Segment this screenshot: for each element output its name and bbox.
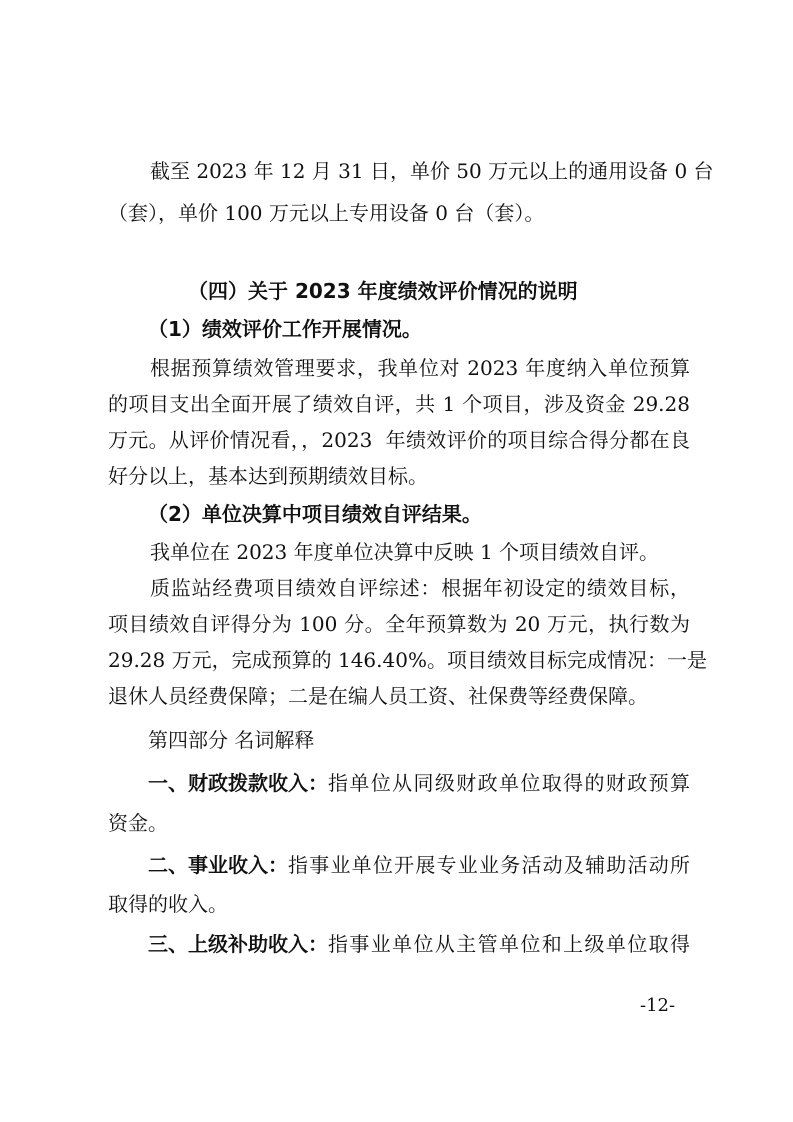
subsection-1-para-line-4: 好分以上，基本达到预期绩效目标。 — [108, 464, 428, 488]
subsection-2-heading: （2）单位决算中项目绩效自评结果。 — [148, 502, 482, 526]
term-1-label: 一、财政拨款收入： — [148, 771, 328, 795]
subsection-2-para-2-line-3: 29.28 万元，完成预算的 146.40%。项目绩效目标完成情况：一是 — [108, 648, 707, 672]
subsection-2-para-2-line-2: 项目绩效自评得分为 100 分。全年预算数为 20 万元，执行数为 — [108, 612, 690, 636]
term-2-line-1 — [148, 847, 690, 883]
term-1-line-1 — [148, 765, 690, 801]
term-2-text-line-2: 取得的收入。 — [108, 892, 228, 916]
subsection-1-para-line-1: 根据预算绩效管理要求，我单位对 2023 年度纳入单位预算 — [150, 356, 690, 380]
subsection-1-heading: （1）绩效评价工作开展情况。 — [148, 317, 422, 341]
subsection-2-para-1: 我单位在 2023 年度单位决算中反映 1 个项目绩效自评。 — [150, 540, 660, 564]
subsection-2-para-2-line-1: 质监站经费项目绩效自评综述：根据年初设定的绩效目标， — [150, 576, 690, 600]
term-2-label: 二、事业收入： — [148, 853, 288, 877]
term-1-text-line-2: 资金。 — [108, 811, 168, 835]
section-4-heading: （四）关于 2023 年度绩效评价情况的说明 — [188, 279, 578, 303]
subsection-1-para-line-3: 万元。从评价情况看，，2023 年绩效评价的项目综合得分都在良 — [108, 428, 690, 452]
term-3-label: 三、上级补助收入： — [148, 932, 328, 956]
term-2-text-line-1: 指事业单位开展专业业务活动及辅助活动所 — [288, 853, 690, 877]
part-4-heading: 第四部分 名词解释 — [148, 728, 315, 752]
page-number: -12- — [640, 995, 676, 1016]
term-3-text-line-1: 指事业单位从主管单位和上级单位取得 — [328, 932, 690, 956]
subsection-1-para-line-2: 的项目支出全面开展了绩效自评，共 1 个项目，涉及资金 29.28 — [108, 392, 690, 416]
equipment-para-line-1: 截至 2023 年 12 月 31 日，单价 50 万元以上的通用设备 0 台 — [150, 159, 714, 183]
equipment-para-line-2: （套），单价 100 万元以上专用设备 0 台（套）。 — [108, 201, 545, 225]
term-1-text-line-1: 指单位从同级财政单位取得的财政预算 — [328, 771, 690, 795]
term-3-line-1 — [148, 926, 690, 962]
subsection-2-para-2-line-4: 退休人员经费保障；二是在编人员工资、社保费等经费保障。 — [108, 684, 648, 708]
